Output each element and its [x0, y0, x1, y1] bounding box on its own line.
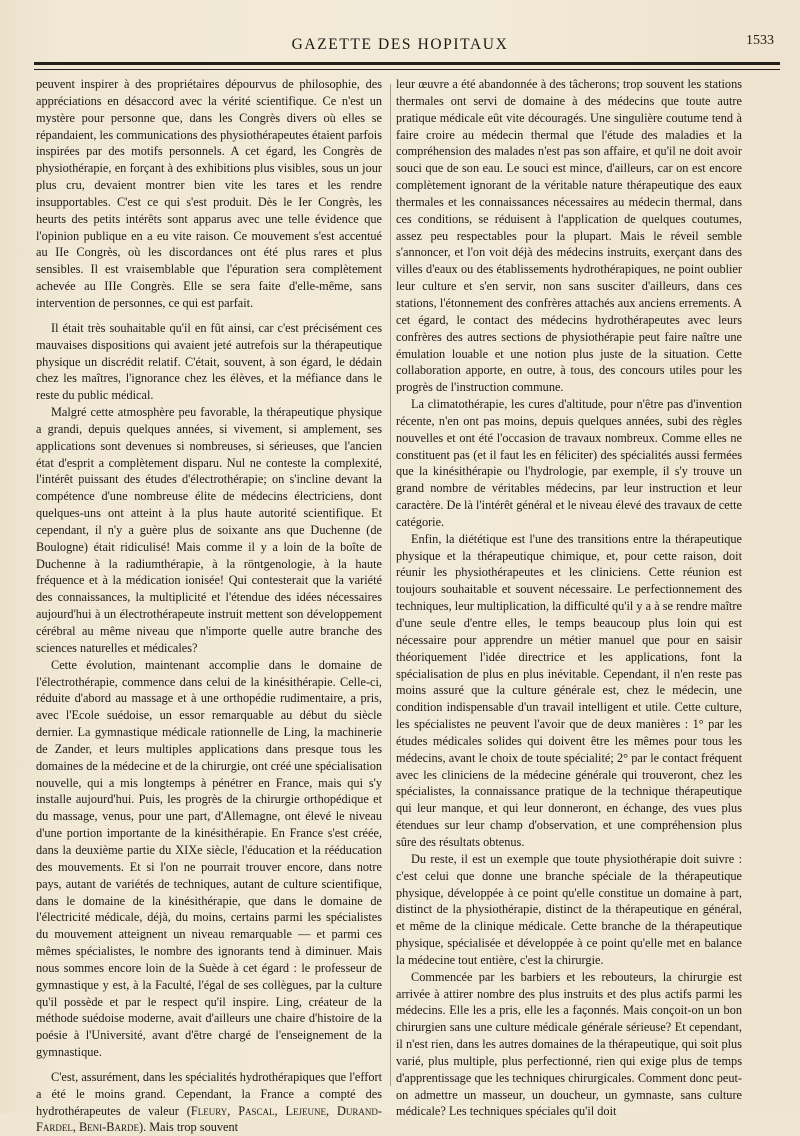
- paragraph: Cette évolution, maintenant accomplie dans le domaine de l'électrothérapie, commence dans celui de la kinésithérapie. Celle-ci, réduite d'abord au massage et à une orthopédie rudimentaire, a pris, avec l'Ecole suédoise, un essor remarquable au début du siècle dernier. La gymnastique médicale rationnelle de Ling, la machinerie de Zander, et leurs multiples applications dans presque tous les domaines de la médecine et de la chirurgie, ont créé une spécialisation nouvelle, qui a mis longtemps à pénétrer en France, mais qui s'y installe aujourd'hui. Puis, les progrès de la chirurgie orthopédique et du massage, venus, pour une part, d'Allemagne, ont élevé le niveau d'une portion importante de la kinésithérapie. En France s'est créée, dans la deuxième partie du XIXe siècle, l'éducation et la rééducation des mouvements. Et si l'on ne pourrait trouver encore, dans notre pays, autant de variétés de techniques, autant de culture scientifique, dans le domaine de la kinésithérapie, que dans le domaine de l'électricité médicale, déjà, du moins, certains parmi les spécialistes du mouvement atteignent un niveau remarquable — et parmi ces mêmes spécialistes, le nombre des ignorants tend à diminuer. Mais nous sommes encore loin de la Suède à cet égard : le professeur de gymnastique y est, à la Faculté, l'égal de ses collègues, par la culture qu'il possède et par le respect qu'il inspire. Ling, créateur de la méthode suédoise moderne, avait d'ailleurs une chaire d'histoire de la poésie à l'Université, avant d'être chargé de l'enseignement de la gymnastique.: [36, 657, 382, 1060]
- column-divider: [390, 84, 391, 1086]
- author-names: Fleury, Pascal, Lejeune, Durand-Fardel, Beni-Barde: [36, 1103, 382, 1135]
- paragraph: Commencée par les barbiers et les rebouteurs, la chirurgie est arrivée à attirer nombre des plus instruits et des plus actifs parmi les médecins. Elle les a pris, elle les a façonnés. Mais conçoit-on un bon chirurgien sans une culture médicale générale sérieuse? Et cependant, il n'est rien, dans les autres domaines de la thérapeutique, qui soit plus varié, plus multiple, plus perfectionné, rien qui exige plus de temps d'apprentissage que les techniques chirurgicales. Comment donc peut-on admettre un masseur, un doucheur, un gymnaste, sans culture médicale? Les techniques spéciales qu'il doit: [396, 969, 742, 1119]
- running-title: GAZETTE DES HOPITAUX: [291, 36, 509, 53]
- paragraph: Il était très souhaitable qu'il en fût ainsi, car c'est précisément ces mauvaises dispositions qui avaient jeté autrefois sur la thérapeutique physique un discrédit relatif. C'était, souvent, à son égard, le dédain chez les maîtres, l'ignorance chez les élèves, et la méfiance dans le reste du public médical.: [36, 320, 382, 403]
- paragraph: La climatothérapie, les cures d'altitude, pour n'être pas d'invention récente, n'en ont pas moins, depuis quelques années, subi des règles nouvelles et ont été l'occasion de travaux nombreux. Comme elles ne constituent pas (et il faut les en féliciter) des spécialités aussi fermées que la kinésithérapie ou l'hydrologie, par exemple, il s'y trouve un grand nombre de véritables médecins, par leur instruction et leur caractère. De là l'intérêt général et le niveau élevé des travaux de cette catégorie.: [396, 397, 742, 529]
- right-column: [396, 76, 742, 1120]
- paragraph: Malgré cette atmosphère peu favorable, la thérapeutique physique a grandi, depuis quelques années, si vivement, si amplement, ses applications sont devenues si nombreuses, si sérieuses, que l'ancien état d'esprit a complètement disparu. Nul ne conteste la complexité, l'intérêt puissant des études d'électrothérapie; on s'incline devant la compétence d'une nombreuse élite de médecins électriciens, dont quelques-uns ont atteint à la plus haute autorité scientifique. Et cependant, il n'y a guère plus de soixante ans que Duchenne (de Boulogne) était ridiculisé! Mais comme il y a loin de la boîte de Duchenne à la radiumthérapie, à la röntgenologie, à la haute fréquence et à la médication ionisée! Qui contesterait que la variété des connaissances, la multiplicité et l'étendue des idées nécessaires aujourd'hui à un électrothérapeute instruit mettent son développement cérébral au même niveau que n'importe quelle autre branche des sciences naturelles et médicales?: [36, 405, 382, 655]
- header-rule-thick: [34, 62, 780, 65]
- left-column: [36, 76, 382, 1136]
- paragraph-text-end: ). Mais trop souvent: [138, 1120, 239, 1135]
- paragraph: Du reste, il est un exemple que toute physiothérapie doit suivre : c'est celui que donne une branche spéciale de la thérapeutique physique, développée à ce point qu'elle constitue un domaine à part, distinct de la physiothérapie, distinct de la thérapeutique en général, et même de la clinique médicale. Cette branche de la thérapeutique physique, spécialisée et développée à ce point qu'elle met en balance la médecine tout entière, c'est la chirurgie.: [396, 851, 742, 967]
- paragraph: leur œuvre a été abandonnée à des tâcherons; trop souvent les stations thermales ont servi de domaine à des médecins que toute autre pratique médicale eût vite découragés. Une singulière coutume tend à faire croire au médecin thermal que l'étude des maladies et la compréhension des malades n'est pas son affaire, et qu'il ne doit avoir souci que de son eau. Le souci est mince, d'ailleurs, car on est encore complètement ignorant de la véritable nature thérapeutique des eaux thermales et les connaissances nécessaires au médecin thermal, dans ces conditions, se réduisent à l'application de quelques coutumes, assez peu respectables pour la plupart. Mais le réveil semble s'annoncer, et l'on voit déjà des médecins instruits, exerçant dans des villes d'eaux ou des établissements hydrothérapiques, ne point oublier leur culture et s'en servir, non sans susciter d'ailleurs, dans ces stations, l'étonnement des confrères attachés aux anciens errements. A cet égard, le contact des médecins hydrothérapeutes avec leurs confrères des autres sections de physiothérapie peut faire naître une émulation louable et une notion plus juste de la situation. Cette collaboration apporte, en outre, à tous, des concours utiles pour les progrès de l'instruction commune.: [396, 77, 742, 395]
- page-number: 1533: [746, 33, 774, 48]
- paragraph: [36, 1069, 382, 1136]
- paragraph-text: C'est, assurément, dans les spécialités hydrothérapiques que l'effort a été le moins grand. Cependant, la France a compté des hydrothérapeutes de valeur (: [36, 1069, 382, 1118]
- header-rule-thin: [34, 69, 780, 70]
- paragraph: Enfin, la diététique est l'une des transitions entre la thérapeutique physique et la thérapeutique chimique, et, pour cette raison, doit réunir les physiothérapeutes et les cliniciens. Cette réunion est toujours souhaitable et souvent nécessaire. Le perfectionnement des techniques, leur multiplication, la difficulté qu'il y a à se rendre maître d'une seule d'entre elles, le temps beaucoup plus loin qui est nécessaire pour apprendre un métier manuel que pour en saisir théoriquement l'idée directrice et les applications, font la spécialisation de plus en plus inévitable. Cependant, il n'en reste pas moins assuré que la culture générale est, chez le médecin, une condition indispensable d'un travail intelligent et utile. Cette culture, les spécialistes ne peuvent l'avoir que de deux manières : 1° par les études médicales solides qui doivent être les mêmes pour tous les médecins, avant le choix de toute spécialité; 2° par le contact fréquent avec les cliniciens de la médecine générale qui trouveront, chez les spécialistes, la connaissance pratique de la technique thérapeutique qui leur manque, et qui leur donneront, en échange, des vues plus étendues sur leur champ d'observation, et une compréhension plus sûre des résultats obtenus.: [396, 531, 742, 849]
- paragraph: peuvent inspirer à des propriétaires dépourvus de philosophie, des appréciations en désaccord avec la vérité scientifique. Ce n'est un mystère pour personne que, dans les Congrès divers où elles se répandaient, les communications des physiothérapeutes étaient parfois inspirées par des motifs personnels. A cet égard, les Congrès de physiothérapie, en forçant à des exhibitions plus visibles, sous un jour plus cru, devaient montrer bien vite les tares et les rendre insupportables. C'est ce qui s'est produit. Dès le Ier Congrès, les heurts des petits intérêts sont apparus avec une telle évidence que l'opinion publique en a eu vite raison. Ce mouvement s'est accentué au IIe Congrès, où les discordances ont été plus rares et plus sensibles. Il est vraisemblable que l'épuration sera complètement achevée au IIIe Congrès. Elle se sera faite d'elle-même, sans intervention de personnes, ce qui est parfait.: [36, 77, 382, 310]
